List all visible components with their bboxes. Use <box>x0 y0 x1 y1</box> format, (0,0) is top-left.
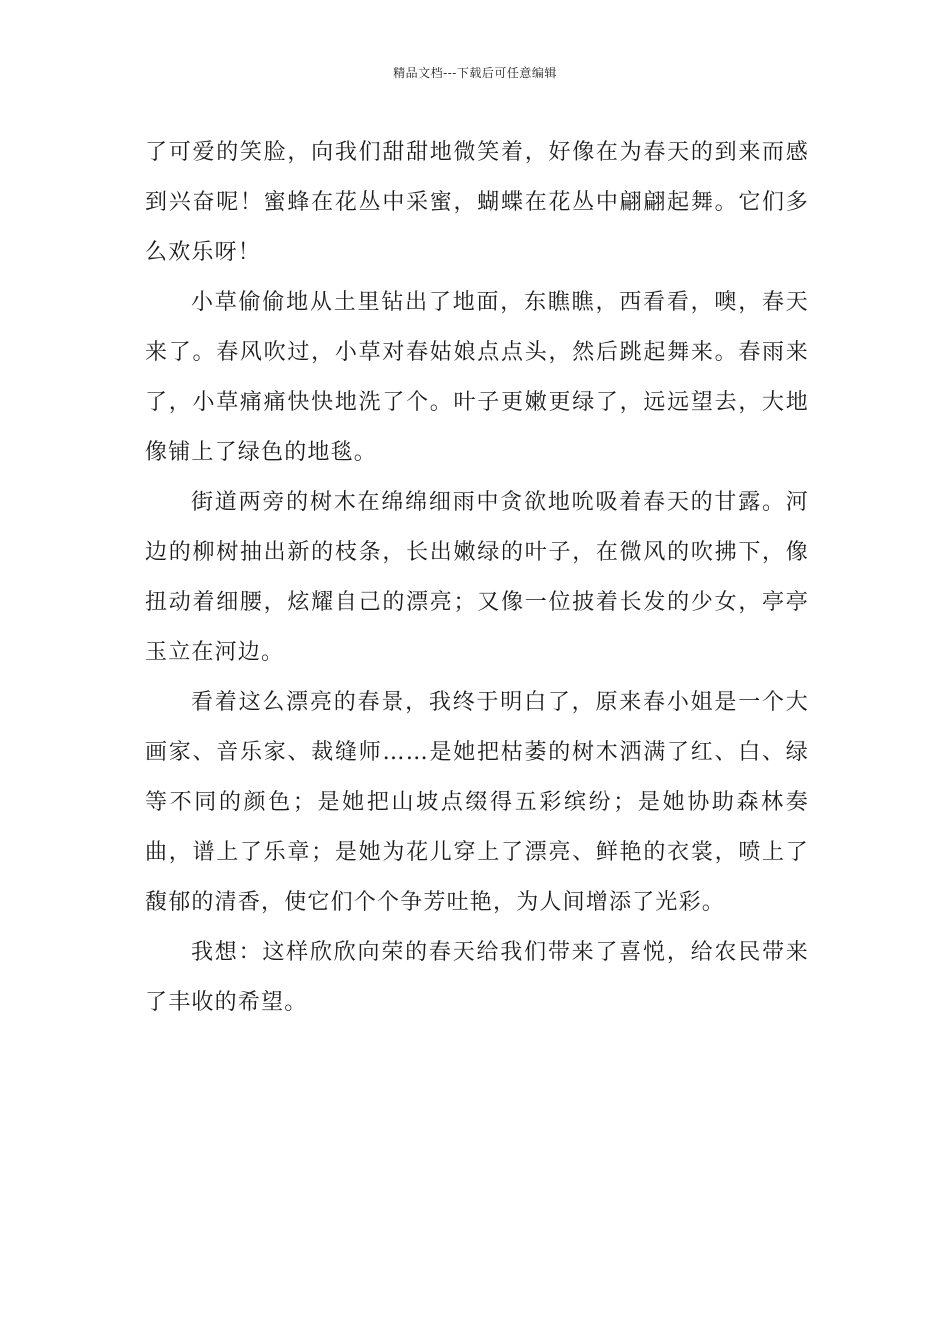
paragraph-5: 我想：这样欣欣向荣的春天给我们带来了喜悦，给农民带来了丰收的希望。 <box>145 940 809 1015</box>
paragraph-3: 街道两旁的树木在绵绵细雨中贪欲地吮吸着春天的甘露。河边的柳树抽出新的枝条，长出嫩绿的叶子，在微风的吹拂下，像扭动着细腰，炫耀自己的漂亮；又像一位披着长发的少女，亭亭玉立在河边。 <box>145 490 809 665</box>
paragraph-2: 小草偷偷地从土里钻出了地面，东瞧瞧，西看看，噢，春天来了。春风吹过，小草对春姑娘点点头，然后跳起舞来。春雨来了，小草痛痛快快地洗了个。叶子更嫩更绿了，远远望去，大地像铺上了绿色的地毯。 <box>145 290 809 465</box>
document-body <box>145 128 809 1028</box>
paragraph-4: 看着这么漂亮的春景，我终于明白了，原来春小姐是一个大画家、音乐家、裁缝师……是她把枯萎的树木洒满了红、白、绿等不同的颜色；是她把山坡点缀得五彩缤纷；是她协助森林奏曲，谱上了乐章；是她为花儿穿上了漂亮、鲜艳的衣裳，喷上了馥郁的清香，使它们个个争芳吐艳，为人间增添了光彩。 <box>145 690 809 915</box>
paragraph-1: 了可爱的笑脸，向我们甜甜地微笑着，好像在为春天的到来而感到兴奋呢！蜜蜂在花丛中采蜜，蝴蝶在花丛中翩翩起舞。它们多么欢乐呀！ <box>145 140 809 265</box>
page-header: 精品文档---下载后可任意编辑 <box>393 66 557 80</box>
